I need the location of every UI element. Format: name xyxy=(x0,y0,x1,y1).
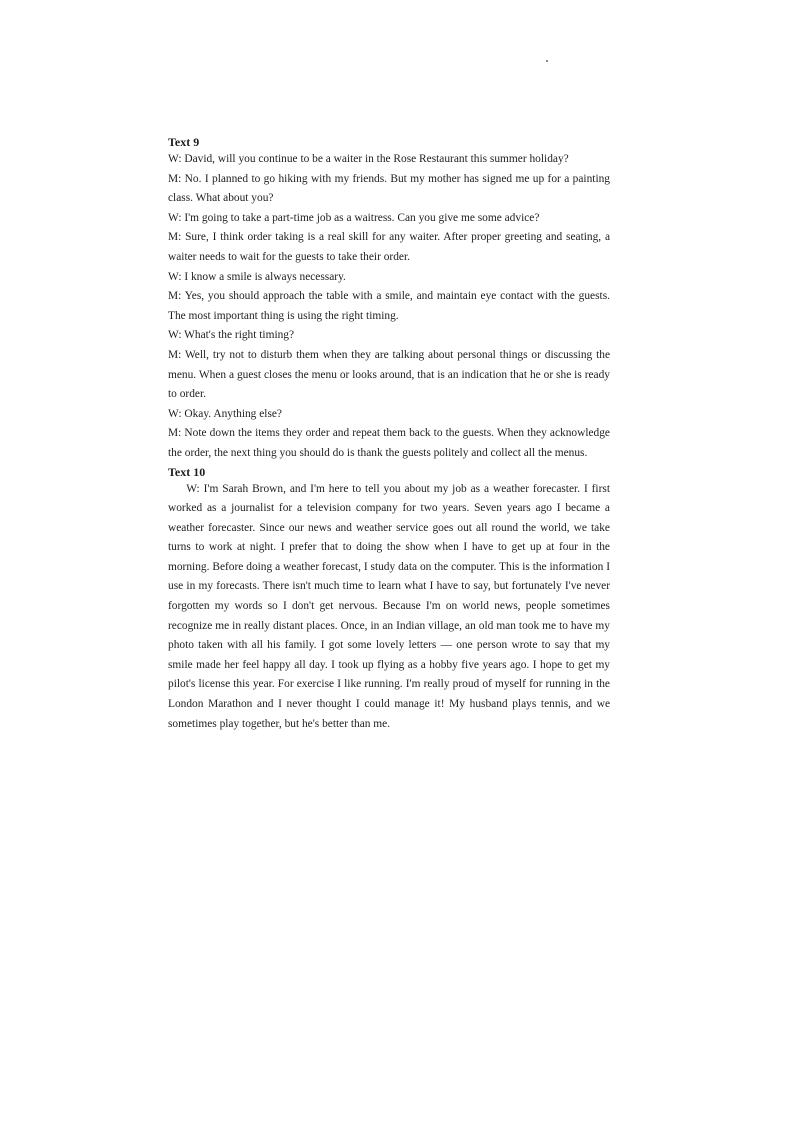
text9-line-1: W: David, will you continue to be a waiter in the Rose Restaurant this summer holiday? xyxy=(168,153,569,165)
text10-paragraph: W: I'm Sarah Brown, and I'm here to tell you about my job as a weather forecaster. I first worked as a journalist for a television company for two years. Seven years ago I became a weather forecaster. Since our news and weather service goes out all round the world, we take turns to work at night. I prefer that to doing the show when I have to get up at four in the morning. Before doing a weather forecast, I study data on the computer. This is the information I use in my forecasts. There isn't much time to learn what I have to say, but fortunately I've never forgotten my words so I don't get nervous. Because I'm on world news, people sometimes recognize me in really distant places. Once, in an Indian village, an old man took me to have my photo taken with all his family. I got some lovely letters — one person wrote to say that my smile made her feel happy all day. I took up flying as a hobby five years ago. I hope to get my pilot's license this year. For exercise I like running. I'm really proud of myself for running in the London Marathon and I never thought I could manage it! My husband plays tennis, and we sometimes play together, but he's better than me. xyxy=(168,482,610,730)
text9-line-4: M: Sure, I think order taking is a real skill for any waiter. After proper greeting and seating, a waiter needs to wait for the guests to take their order. xyxy=(168,231,610,263)
text9-line-3: W: I'm going to take a part-time job as a waitress. Can you give me some advice? xyxy=(168,211,540,224)
text9-line-7: W: What's the right timing? xyxy=(168,329,295,342)
text9-heading: Text 9 xyxy=(168,135,200,149)
scan-speck xyxy=(546,60,548,62)
text10-heading: Text 10 xyxy=(168,464,206,479)
text9-line-10: M: Note down the items they order and repeat them back to the guests. When they acknowledge the order, the next thing you should do is thank the guests politely and collect all the menus. xyxy=(168,427,610,459)
text9-line-5: W: I know a smile is always necessary. xyxy=(168,270,346,283)
text9-line-6: M: Yes, you should approach the table with a smile, and maintain eye contact with the guests. The most important thing is using the right timing. xyxy=(168,290,610,322)
document-page xyxy=(168,134,610,734)
text9-line-8: M: Well, try not to disturb them when they are talking about personal things or discussing the menu. When a guest closes the menu or looks around, that is an indication that he or she is ready to order. xyxy=(168,348,610,401)
text9-line-2: M: No. I planned to go hiking with my friends. But my mother has signed me up for a painting class. What about you? xyxy=(168,172,610,205)
text9-line-9: W: Okay. Anything else? xyxy=(168,407,282,420)
